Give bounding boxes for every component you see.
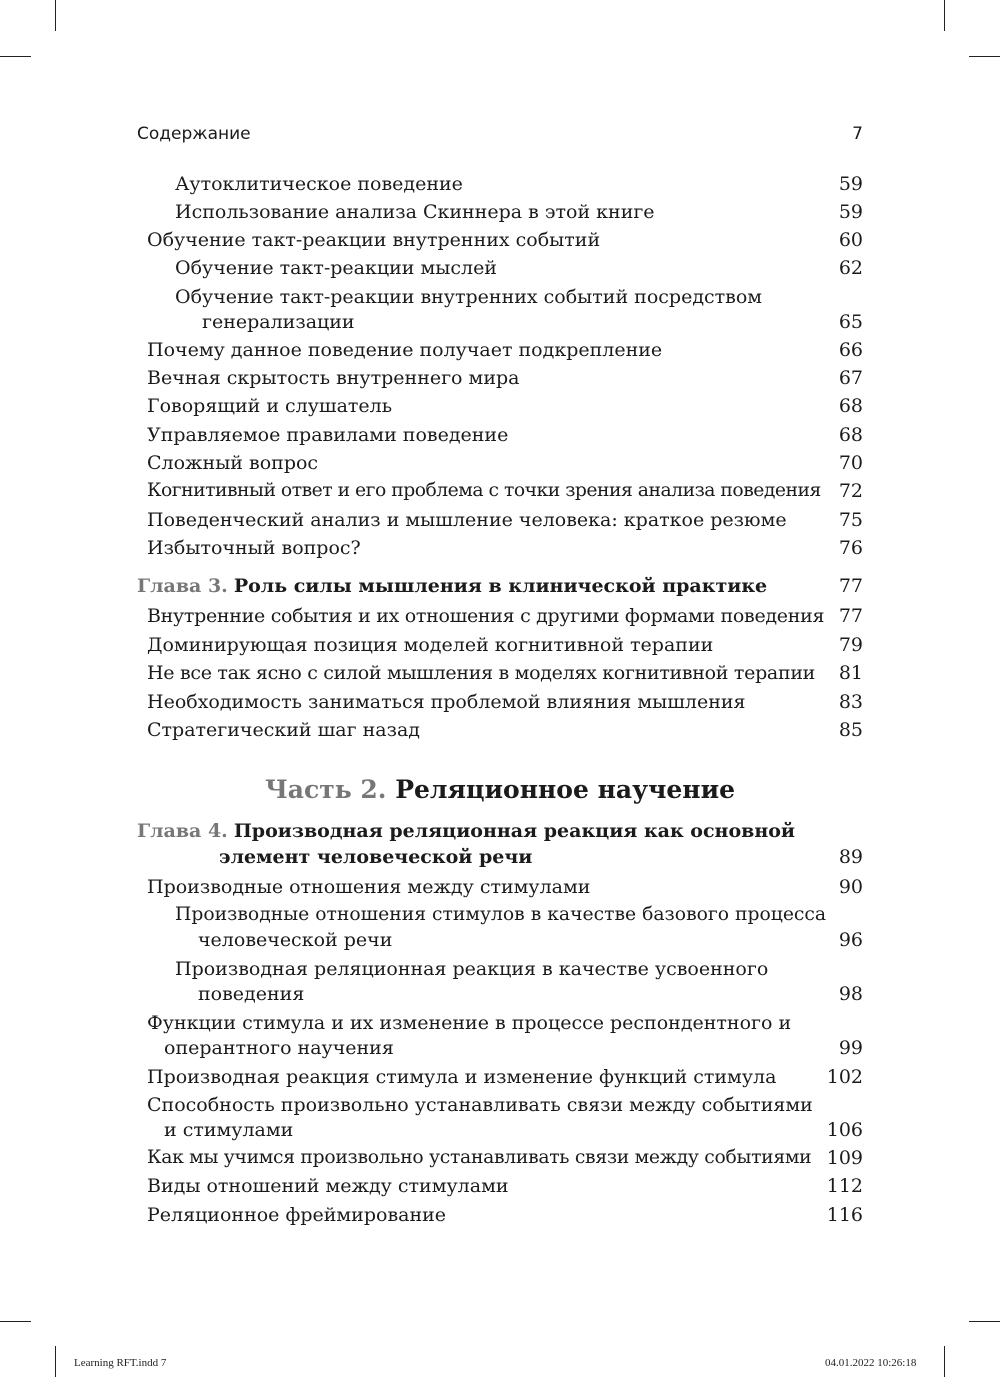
crop-mark (55, 1346, 56, 1377)
toc-entry (147, 393, 863, 419)
toc-entry-page: 112 (826, 1175, 863, 1197)
crop-mark (944, 1346, 945, 1377)
toc-entry-page: 96 (838, 929, 863, 951)
toc-entry-text: Виды отношений между стимулами (147, 1175, 509, 1197)
part-title: Реляционное научение (395, 775, 736, 804)
toc-entry-text: Производная реакция стимула и изменение функций стимула (147, 1066, 777, 1088)
slug-datetime: 04.01.2022 10:26:18 (825, 1357, 917, 1369)
toc-entry-text: Стратегический шаг назад (147, 719, 420, 741)
chapter-heading-text (137, 573, 767, 599)
chapter-heading-text (137, 818, 795, 844)
part-label: Часть 2. (264, 775, 387, 804)
toc-entry-text: Функции стимула и их изменение в процессе респондентного и (147, 1012, 792, 1034)
toc-entry-text: Использование анализа Скиннера в этой книге (175, 201, 655, 223)
crop-mark (0, 56, 31, 57)
toc-entry (147, 874, 863, 900)
toc-entry (147, 632, 863, 658)
toc-entry-text: Не все так ясно с силой мышления в моделях когнитивной терапии (147, 662, 816, 684)
chapter-label: Глава 3. (137, 575, 228, 597)
chapter-title: Роль силы мышления в клинической практике (233, 575, 768, 597)
toc-entry (147, 1145, 863, 1171)
toc-entry-text: Производные отношения между стимулами (147, 876, 591, 898)
toc-entry-page: 68 (838, 395, 863, 417)
toc-entry (175, 171, 863, 197)
toc-entry (175, 284, 863, 338)
toc-entry-text: Как мы учимся произвольно устанавливать связи между событиями (147, 1147, 812, 1168)
toc-entry (175, 902, 863, 956)
toc-entry-page: 109 (826, 1147, 863, 1169)
toc-entry (147, 507, 863, 533)
toc-entry-text: Обучение такт-реакции мыслей (175, 257, 497, 279)
toc-entry-page: 102 (826, 1066, 863, 1088)
toc-entry-text: Сложный вопрос (147, 452, 319, 474)
toc-entry-page: 90 (838, 876, 863, 898)
toc-entry-page: 98 (838, 983, 863, 1005)
chapter-page: 89 (838, 846, 863, 868)
toc-entry (147, 337, 863, 363)
toc-entry-page: 60 (838, 229, 863, 251)
toc-entry-page: 116 (826, 1204, 863, 1226)
chapter-page: 77 (838, 575, 863, 597)
toc-entry (147, 478, 863, 504)
crop-mark (969, 56, 1000, 57)
toc-entry (147, 227, 863, 253)
toc-entry-page: 70 (838, 452, 863, 474)
toc-entry-text-continuation: и стимулами (164, 1119, 294, 1141)
toc-entry-page: 79 (838, 634, 863, 656)
toc-entry-text: Доминирующая позиция моделей когнитивной терапии (147, 634, 714, 656)
toc-entry (147, 422, 863, 448)
toc-entry-page: 76 (838, 537, 863, 559)
toc-entry-text: Почему данное поведение получает подкрепление (147, 339, 663, 361)
toc-entry-page: 106 (826, 1119, 863, 1141)
toc-entry (175, 255, 863, 281)
toc-entry (147, 450, 863, 476)
crop-mark (944, 0, 945, 31)
toc-entry (175, 199, 863, 225)
toc-entry (147, 660, 863, 686)
crop-mark (55, 0, 56, 31)
chapter-label: Глава 4. (137, 820, 228, 842)
toc-entry-page: 72 (838, 480, 863, 502)
crop-mark (969, 1321, 1000, 1322)
chapter-title: Производная реляционная реакция как основной (233, 820, 796, 842)
toc-entry-text: Необходимость заниматься проблемой влияния мышления (147, 691, 746, 713)
toc-entry-page: 67 (838, 367, 863, 389)
chapter-title-continuation: элемент человеческой речи (219, 846, 533, 868)
toc-entry-page: 66 (838, 339, 863, 361)
chapter-heading (137, 818, 863, 872)
toc-entry (147, 689, 863, 715)
toc-entry-page: 99 (838, 1037, 863, 1059)
toc-entry-text: Обучение такт-реакции внутренних событий (147, 229, 601, 251)
running-header-title: Содержание (137, 124, 251, 144)
toc-entry (147, 1173, 863, 1199)
toc-entry (147, 603, 863, 629)
toc-entry (147, 365, 863, 391)
toc-entry-page: 68 (838, 424, 863, 446)
toc-entry (147, 717, 863, 743)
toc-entry-text: Производная реляционная реакция в качестве усвоенного (175, 958, 769, 980)
toc-entry-text: Производные отношения стимулов в качестве базового процесса (175, 904, 827, 925)
toc-entry-page: 62 (838, 257, 863, 279)
toc-entry-text: Способность произвольно устанавливать связи между событиями (147, 1094, 813, 1116)
running-header-page-number: 7 (852, 124, 863, 144)
toc-entry-text: Вечная скрытость внутреннего мира (147, 367, 520, 389)
toc-entry-text: Поведенческий анализ и мышление человека: краткое резюме (147, 509, 787, 531)
toc-entry-page: 65 (838, 311, 863, 333)
crop-mark (0, 1321, 31, 1322)
toc-entry (147, 1064, 863, 1090)
toc-entry (147, 535, 863, 561)
chapter-heading (137, 573, 863, 599)
toc-entry (147, 1010, 863, 1064)
toc-entry-text: Когнитивный ответ и его проблема с точки зрения анализа поведения (147, 480, 821, 501)
toc-entry-text: Обучение такт-реакции внутренних событий посредством (175, 286, 763, 308)
toc-entry-text-continuation: генерализации (202, 311, 355, 333)
part-heading (0, 775, 1000, 804)
toc-entry-page: 77 (838, 605, 863, 627)
toc-entry (147, 1202, 863, 1228)
toc-entry-text-continuation: поведения (198, 983, 305, 1005)
toc-entry-text: Говорящий и слушатель (147, 395, 393, 417)
toc-entry-text: Реляционное фреймирование (147, 1204, 447, 1226)
toc-entry-page: 83 (838, 691, 863, 713)
toc-entry-page: 59 (838, 201, 863, 223)
toc-entry-text: Избыточный вопрос? (147, 537, 361, 559)
toc-entry-text: Управляемое правилами поведение (147, 424, 509, 446)
toc-entry-text: Аутоклитическое поведение (175, 173, 463, 195)
slug-filename: Learning RFT.indd 7 (74, 1357, 167, 1369)
toc-entry-text: Внутренние события и их отношения с другими формами поведения (147, 605, 825, 627)
toc-entry-page: 85 (838, 719, 863, 741)
toc-entry-page: 59 (838, 173, 863, 195)
toc-entry-text-continuation: человеческой речи (198, 929, 393, 951)
toc-entry-page: 81 (838, 662, 863, 684)
toc-entry-text-continuation: оперантного научения (164, 1037, 394, 1059)
toc-entry-page: 75 (838, 509, 863, 531)
toc-entry (175, 956, 863, 1010)
toc-entry (147, 1092, 863, 1146)
